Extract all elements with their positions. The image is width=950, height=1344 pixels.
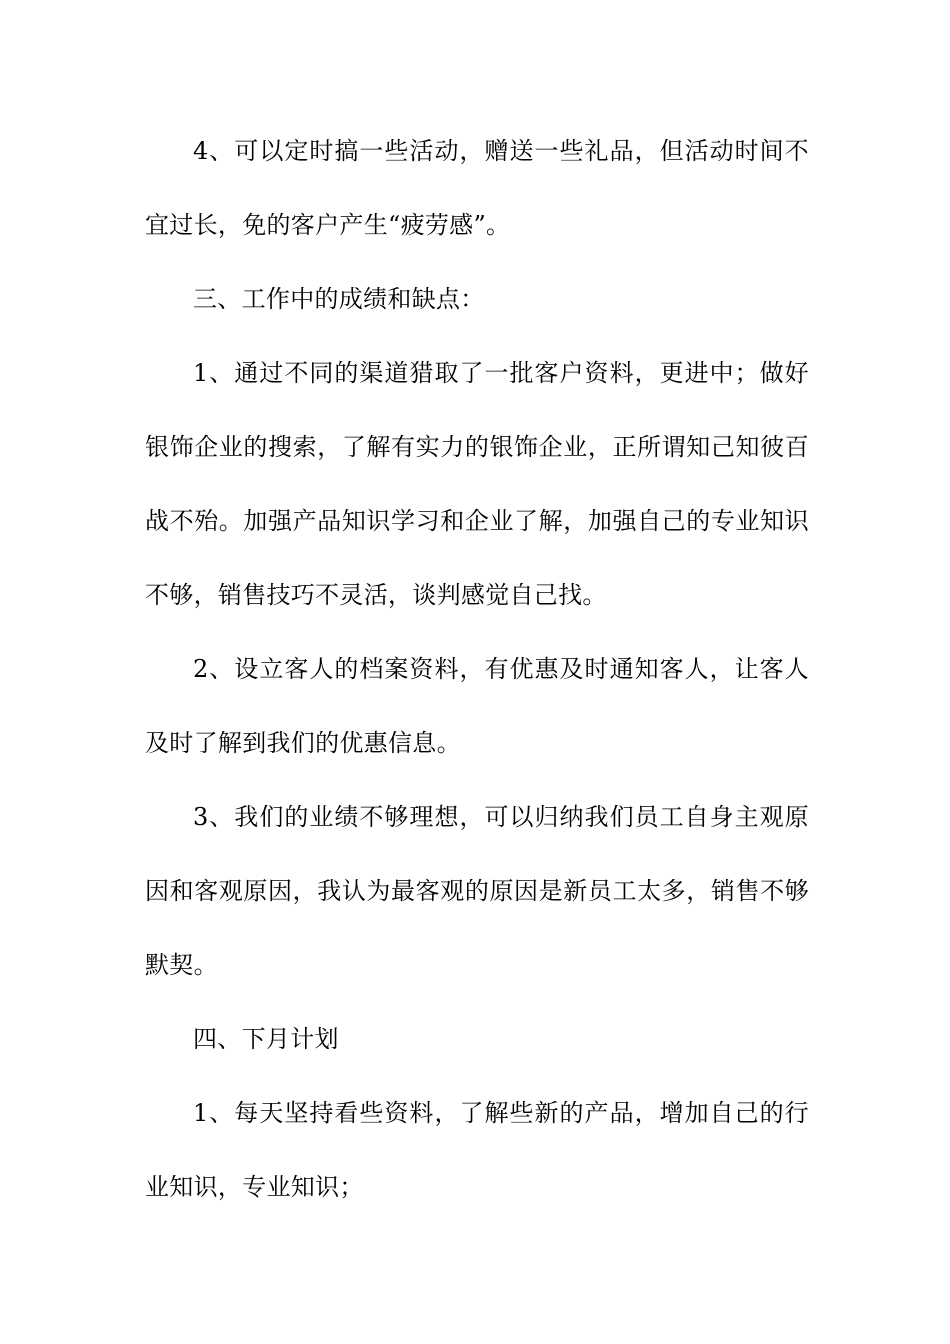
paragraph-activities-tip: 4、可以定时搞一些活动，赠送一些礼品，但活动时间不宜过长，免的客户产生“疲劳感”。 xyxy=(145,137,809,239)
paragraph-performance: 3、我们的业绩不够理想，可以归纳我们员工自身主观原因和客观原因，我认为最客观的原因是新员工太多，销售不够默契。 xyxy=(145,803,809,979)
section-heading-achievements: 三、工作中的成绩和缺点： xyxy=(193,285,485,313)
paragraph-customer-data: 1、通过不同的渠道猎取了一批客户资料，更进中；做好银饰企业的搜索，了解有实力的银饰企业，正所谓知己知彼百战不殆。加强产品知识学习和企业了解，加强自己的专业知识不够，销售技巧不灵活，谈判感觉自己找。 xyxy=(145,359,809,609)
paragraph-customer-archive: 2、设立客人的档案资料，有优惠及时通知客人，让客人及时了解到我们的优惠信息。 xyxy=(145,655,809,757)
document-body xyxy=(145,114,809,1224)
paragraph-daily-study: 1、每天坚持看些资料，了解些新的产品，增加自己的行业知识，专业知识； xyxy=(145,1099,809,1201)
section-heading-next-month-plan: 四、下月计划 xyxy=(193,1025,339,1053)
